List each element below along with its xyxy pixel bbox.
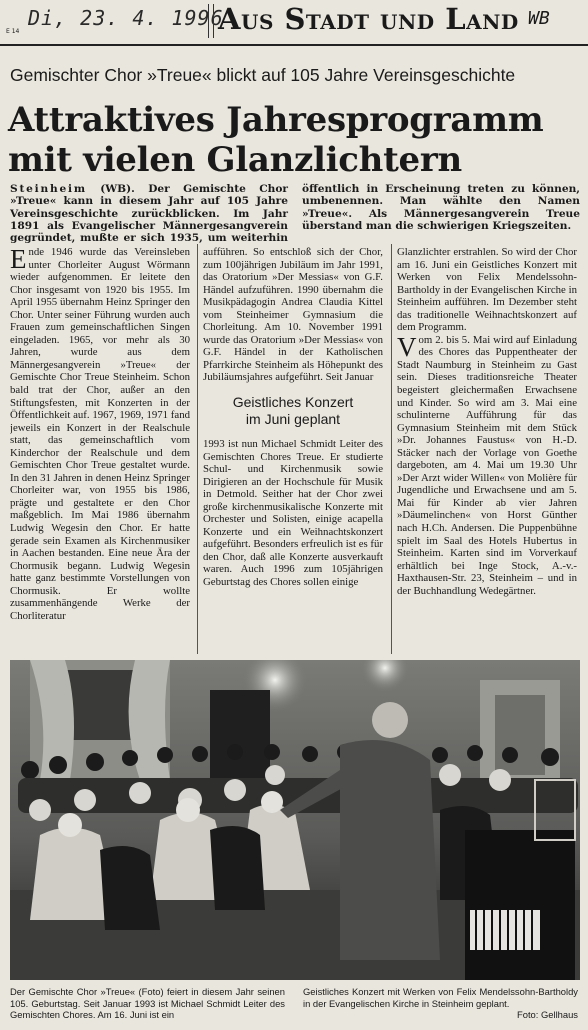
body-column-2 [203, 246, 383, 656]
column-rule-2 [391, 244, 392, 654]
handwritten-date: Di, 23. 4. 1996 [28, 6, 224, 30]
lead-paragraph [10, 183, 580, 244]
paragraph: Glanzlichter erstrahlen. So wird der Chor am 16. Juni ein Geistliches Konzert mit Werken von Felix Mendelssohn-Bartholdy in der Evangelischen Kirche in Steinheim aufführen. Im Dezember steht das traditionelle Weihnachtskonzert auf dem Programm. [397, 246, 577, 334]
drop-cap: E [10, 246, 27, 274]
photo-illustration [10, 660, 580, 980]
body-column-3 [397, 246, 577, 656]
paragraph-text: nde 1946 wurde das Vereinsleben unter Chorleiter August Wörmann wieder aufgenommen. Er leitete den Chor insgesamt von 1920 bis 1955. Im April 1955 übernahm Heinz Springer den Chor. Unter seiner Führung wurden auch Frauen zum gemeinschaftlichen Singen eingeladen. 1965, vor mehr als 30 Jahren, wurde aus dem Männergesangverein »Treue« der Gemischte Chor Treue Steinheim. Schon bald trat der Chor, außer an den Stiftungsfesten, mit Konzerten in der Öffentlichkeit auf. 1967, 1969, 1971 fand jeweils ein Konzert in der Realschule statt, das gemeinschaftlich vom Kinderchor der Realschule und dem Gemischten Chor Treue gestaltet wurde. In den 31 Jahren in denen Heinz Springer Chorleiter war, von 1955 bis 1986, prägte und gestaltete er den Chor maßgeblich. Im Mai 1986 übernahm Ludwig Wegesin den Chor. Er hatte gerade sein Examen als Kirchenmusiker in Aachen bestanden. Eine neue Ära der Chormusik begann. Ludwig Wegesin hatte ganz bestimmte Vorstellungen von Chormusik. Er wollte zusammenhängende Werke der Chorliteratur [10, 246, 190, 622]
drop-cap: V [397, 331, 417, 362]
lead-dateline: Steinheim [10, 183, 87, 195]
subheading-line-2: im Juni geplant [245, 411, 341, 428]
subheading [203, 394, 383, 428]
section-title: Aus Stadt und Land [218, 2, 519, 36]
caption-text: Geistliches Konzert mit Werken von Felix Mendelssohn-Bartholdy in der Evangelischen Kirche in Steinheim geplant. [303, 986, 578, 1009]
headline-line-2: mit vielen Glanzlichtern [8, 140, 462, 180]
photo-caption-right [303, 986, 578, 1021]
photo-credit: Foto: Gellhaus [517, 1009, 578, 1020]
choir-photo [10, 660, 580, 980]
paragraph [397, 331, 577, 597]
header-divider [208, 4, 214, 38]
page-code: E 14 [6, 28, 20, 35]
body-column-1 [10, 246, 190, 656]
paragraph: 1993 ist nun Michael Schmidt Leiter des Gemischten Chores Treue. Er studierte Schul- und Kirchenmusik sowie Dirigieren an der Hochschule für Musik in Detmold. Seither hat der Chor zwei große kirchenmusikalische Konzerte mit Orchester und Solisten, einige acapella Konzerte und ein Weihnachtskonzert aufgeführt. Besonders erfreulich ist es für den Chor, daß alle Konzerte ausverkauft waren. Auch 1996 zum 105jährigen Geburtstag des Chores sollen einige [203, 438, 383, 589]
page-header [0, 0, 588, 46]
photo-caption-left: Der Gemischte Chor »Treue« (Foto) feiert in diesem Jahr seinen 105. Geburtstag. Seit Januar 1993 ist Michael Schmidt Leiter des Gemischten Chores. Am 16. Juni ist ein [10, 986, 285, 1020]
column-rule-1 [197, 244, 198, 654]
headline-line-1: Attraktives Jahresprogramm [8, 100, 544, 140]
paragraph [10, 246, 190, 622]
paragraph: aufführen. So entschloß sich der Chor, zum 100jährigen Jubiläum im Jahr 1991, das Oratorium »Der Messias« von G.F. Händel aufzuführen. 1990 übernahm die Musikpädagogin Andrea Claudia Kittel vom Steinheimer Gymnasium die Chorleitung. Am 10. November 1991 wurde das Oratorium »Der Messias« von G.F. Händel in der Katholischen Pfarrkirche Steinheim als Höhepunkt des Jubiläumsjahres aufgeführt. Seit Januar [203, 246, 383, 384]
paragraph-text: om 2. bis 5. Mai wird auf Einladung des Chores das Puppentheater der Stadt Naumburg in Steinheim zu Gast sein. Dieses traditionsreiche Theater begeistert gleichermaßen Erwachsene und Kinder. So wird am 3. Mai eine schulinterne Aufführung für das Gymnasium Steinheim mit dem Stück »Dr. Johannes Faustus« von H.-D. Stäcker nach der Vorlage von Goethe dargeboten, am 4. Mai um 19.30 Uhr »Der Arzt wider Willen« von Molière für Jugendliche und Erwachsene und am 5. Mai für Kinder ab vier Jahren »Däumelinchen« von Horst Günther nach H.Ch. Andersen. Die Puppenbühne spielt im Saal des Hotels Hubertus in Steinheim. Karten sind im Vorverkauf erhältlich bei Inge Stock, A.-v.-Haxthausen-Str. 23, Steinheim – und in der Buchhandlung Wedegärtner. [397, 333, 577, 597]
article-kicker: Gemischter Chor »Treue« blickt auf 105 Jahre Vereinsgeschichte [10, 65, 516, 85]
article-headline [8, 100, 583, 180]
subheading-line-1: Geistliches Konzert [232, 394, 354, 411]
lead-text: (WB). Der Gemischte Chor »Treue« kann in diesem Jahr auf 105 Jahre Vereinsgeschichte zurückblicken. Im Jahr 1891 als Evangelischer Männergesangverein gegründet, mußte er sich 1935, um weiterhin öffentlich in Erscheinung treten zu können, umbenennen. Man wählte den Namen »Treue«. Als Männergesangverein Treue überstand man die schwierigen Kriegszeiten. [10, 183, 580, 245]
article-lead [10, 183, 580, 245]
handwritten-initials: WB [528, 8, 550, 29]
